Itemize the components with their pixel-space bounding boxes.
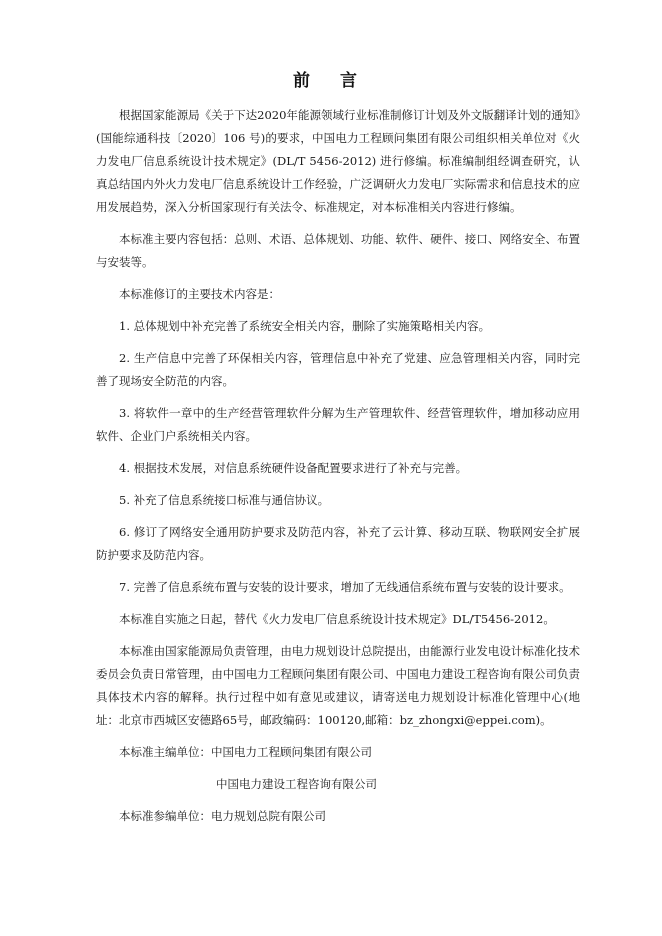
- revision-item-7: 7. 完善了信息系统布置与安装的设计要求，增加了无线通信系统布置与安装的设计要求。: [119, 580, 571, 594]
- revision-item-2: 2. 生产信息中完善了环保相关内容，管理信息中补充了党建、应急管理相关内容，同时完善了现场安全防范的内容。: [96, 351, 580, 388]
- revision-item-3: 3. 将软件一章中的生产经营管理软件分解为生产管理软件、经营管理软件，增加移动应用软件、企业门户系统相关内容。: [96, 406, 580, 443]
- page-title: 前 言: [293, 71, 369, 91]
- revision-item-1: 1. 总体规划中补充完善了系统安全相关内容，删除了实施策略相关内容。: [119, 319, 491, 333]
- chief-editor-unit: 本标准主编单位：中国电力工程顾问集团有限公司: [119, 745, 372, 759]
- revision-item-5: 5. 补充了信息系统接口标准与通信协议。: [119, 493, 330, 507]
- document-body: [96, 104, 580, 837]
- revision-item-4: 4. 根据技术发展，对信息系统硬件设备配置要求进行了补充与完善。: [119, 461, 468, 475]
- paragraph-background: 根据国家能源局《关于下达2020年能源领域行业标准制修订计划及外文版翻译计划的通知》(国能综通科技〔2020〕106 号)的要求，中国电力工程顾问集团有限公司组织相关单位对《火力发电厂信息系统设计技术规定》(DL/T 5456-2012) 进行修编。标准编制组经调查研究，认真总结国内外火力发电厂信息系统设计工作经验，广泛调研火力发电厂实际需求和信息技术的应用发展趋势，深入分析国家现行有关法令、标准规定，对本标准相关内容进行修编。: [96, 108, 580, 214]
- paragraph-revision-intro: 本标准修订的主要技术内容是：: [119, 287, 280, 301]
- paragraph-replacement: 本标准自实施之日起，替代《火力发电厂信息系统设计技术规定》DL/T5456-2012。: [119, 612, 555, 626]
- paragraph-management: 本标准由国家能源局负责管理，由电力规划设计总院提出，由能源行业发电设计标准化技术委员会负责日常管理，由中国电力工程顾问集团有限公司、中国电力建设工程咨询有限公司负责具体技术内容的解释。执行过程中如有意见或建议，请寄送电力规划设计标准化管理中心(地址：北京市西城区安德路65号，邮政编码：100120,邮箱：bz_zhongxi@eppei.com)。: [96, 644, 580, 727]
- revision-item-6: 6. 修订了网络安全通用防护要求及防范内容，补充了云计算、移动互联、物联网安全扩展防护要求及防范内容。: [96, 525, 580, 562]
- participating-unit: 本标准参编单位：电力规划总院有限公司: [119, 809, 326, 823]
- paragraph-main-content: 本标准主要内容包括：总则、术语、总体规划、功能、软件、硬件、接口、网络安全、布置与安装等。: [96, 232, 580, 269]
- chief-editor-unit-2: 中国电力建设工程咨询有限公司: [216, 777, 377, 791]
